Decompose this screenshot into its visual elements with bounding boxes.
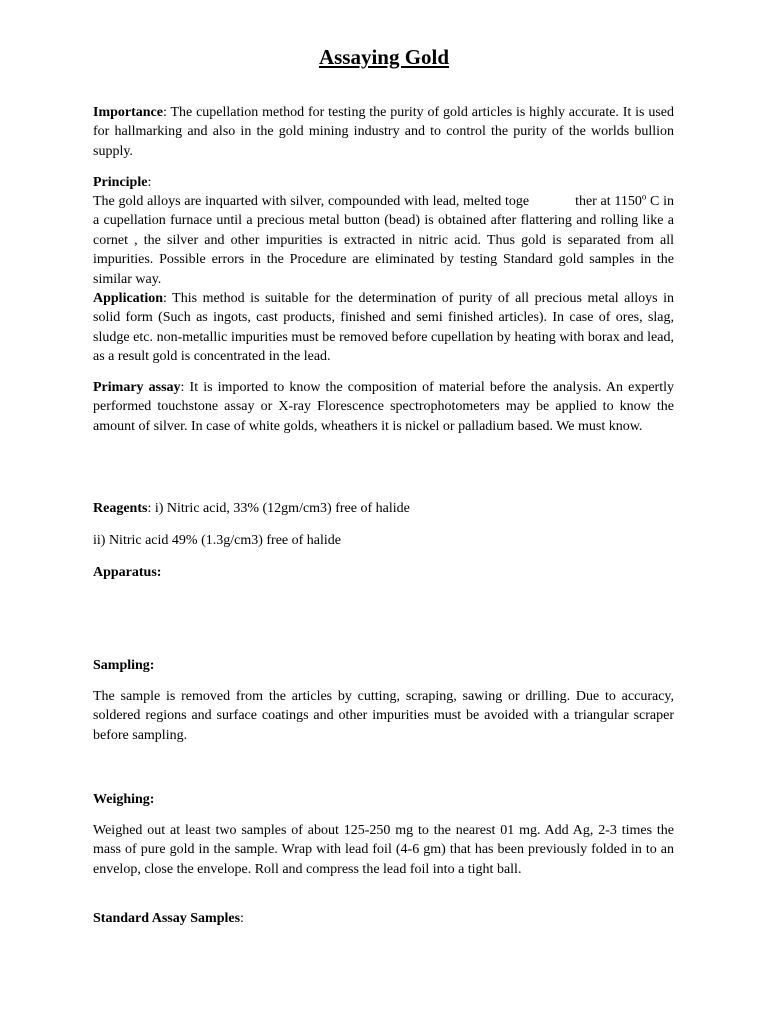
weighing-paragraph: [93, 821, 674, 879]
importance-heading: Importance: [93, 105, 163, 120]
importance-paragraph: [93, 103, 674, 161]
principle-text-b: ther at 1150: [575, 194, 642, 209]
degree-superscript: o: [641, 191, 647, 202]
standard-assay-line: [93, 909, 674, 928]
reagents-item-2: ii) Nitric acid 49% (1.3g/cm3) free of halide: [93, 533, 342, 548]
importance-text: : The cupellation method for testing the purity of gold articles is highly accurate. It is used for hallmarking and also in the gold mining industry and to control the purity of the worlds bullion supply.: [93, 105, 674, 159]
reagents-item-1: : i) Nitric acid, 33% (12gm/cm3) free of halide: [147, 501, 410, 516]
primary-assay-text: : It is imported to know the composition of material before the analysis. An expertly performed touchstone assay or X-ray Florescence spectrophotometers may be applied to know the amount of silver. In case of white golds, wheathers it is nickel or palladium based. We must know.: [93, 380, 674, 434]
application-paragraph: [93, 289, 674, 367]
page-title: Assaying Gold: [318, 45, 450, 69]
sampling-heading-line: [93, 656, 674, 675]
sampling-paragraph: [93, 687, 674, 745]
principle-text-c: C in a cupellation furnace until a precious metal button (bead) is obtained after flattering and rolling like a cornet , the silver and other impurities is extracted in nitric acid. Thus gold is separated from all impurities. Possible errors in the Procedure are eliminated by testing Standard gold samples in the similar way.: [93, 194, 674, 287]
principle-text-a: The gold alloys are inquarted with silver, compounded with lead, melted toge: [93, 194, 530, 209]
primary-assay-paragraph: [93, 378, 674, 436]
weighing-heading: Weighing:: [93, 792, 155, 807]
standard-assay-colon: :: [240, 911, 244, 926]
principle-heading-line: [93, 173, 674, 192]
weighing-heading-line: [93, 790, 674, 809]
weighing-text: Weighed out at least two samples of about 125-250 mg to the nearest 01 mg. Add Ag, 2-3 times the mass of pure gold in the sample. Wrap with lead foil (4-6 gm) that has been previously folded in to an envelop, close the envelope. Roll and compress the lead foil into a tight ball.: [93, 823, 674, 877]
apparatus-heading: Apparatus:: [93, 565, 162, 580]
application-heading: Application: [93, 291, 164, 306]
principle-paragraph: [93, 192, 674, 289]
standard-assay-heading: Standard Assay Samples: [93, 911, 241, 926]
sampling-text: The sample is removed from the articles by cutting, scraping, sawing or drilling. Due to accuracy, soldered regions and surface coatings and other impurities must be avoided with a triangular scraper before sampling.: [93, 689, 674, 743]
reagents-line-1: [93, 499, 674, 518]
reagents-heading: Reagents: [93, 501, 148, 516]
apparatus-section: [93, 563, 674, 582]
reagents-line-2: [93, 531, 674, 550]
sampling-heading: Sampling:: [93, 658, 155, 673]
principle-heading: Principle: [93, 175, 148, 190]
application-text: : This method is suitable for the determination of purity of all precious metal alloys in solid form (Such as ingots, cast products, finished and semi finished articles). In case of ores, slag, sludge etc. non-metallic impurities must be removed before cupellation by heating with borax and lead, as a result gold is concentrated in the lead.: [93, 291, 674, 365]
primary-assay-heading: Primary assay: [93, 380, 181, 395]
principle-colon: :: [147, 175, 152, 190]
